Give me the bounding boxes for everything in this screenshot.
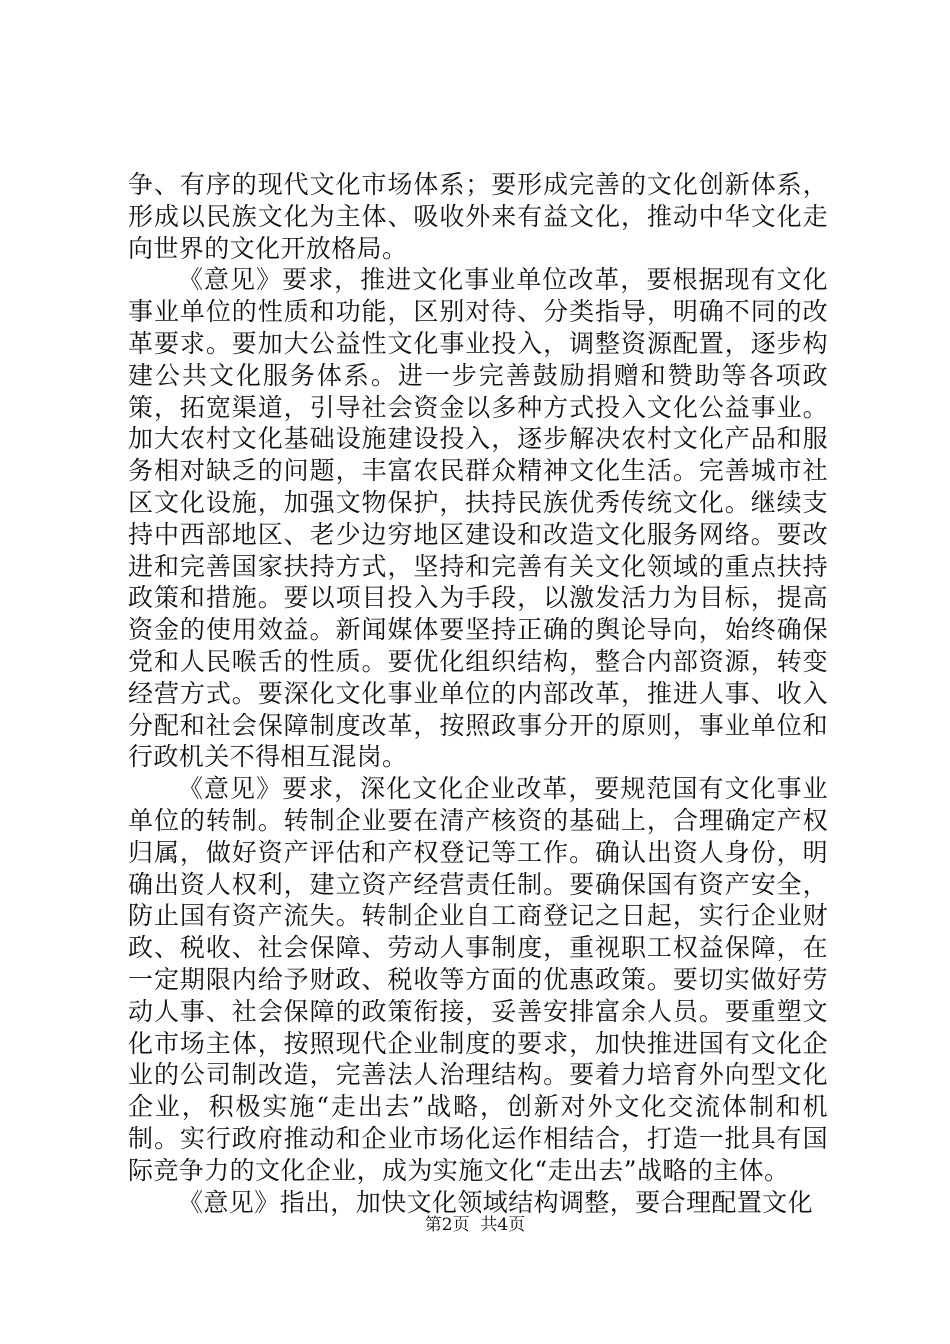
paragraph-3: 《意见》要求，深化文化企业改革，要规范国有文化事业单位的转制。转制企业要在清产核资的基础上，合理确定产权归属，做好资产评估和产权登记等工作。确认出资人身份，明确出资人权利，建立资产经营责任制。要确保国有资产安全，防止国有资产流失。转制企业自工商登记之日起，实行企业财政、税收、社会保障、劳动人事制度，重视职工权益保障，在一定期限内给予财政、税收等方面的优惠政策。要切实做好劳动人事、社会保障的政策衔接，妥善安排富余人员。要重塑文化市场主体，按照现代企业制度的要求，加快推进国有文化企业的公司制改造，完善法人治理结构。要着力培育外向型文化企业，积极实施“走出去”战略，创新对外文化交流体制和机制。实行政府推动和企业市场化运作相结合，打造一批具有国际竞争力的文化企业，成为实施文化“走出去”战略的主体。 <box>128 774 828 1185</box>
document-body <box>128 169 828 1218</box>
page-footer <box>0 1214 950 1236</box>
paragraph-2: 《意见》要求，推进文化事业单位改革，要根据现有文化事业单位的性质和功能，区别对待、分类指导，明确不同的改革要求。要加大公益性文化事业投入，调整资源配置，逐步构建公共文化服务体系。进一步完善鼓励捐赠和赞助等各项政策，拓宽渠道，引导社会资金以多种方式投入文化公益事业。加大农村文化基础设施建设投入，逐步解决农村文化产品和服务相对缺乏的问题，丰富农民群众精神文化生活。完善城市社区文化设施，加强文物保护，扶持民族优秀传统文化。继续支持中西部地区、老少边穷地区建设和改造文化服务网络。要改进和完善国家扶持方式，坚持和完善有关文化领域的重点扶持政策和措施。要以项目投入为手段，以激发活力为目标，提高资金的使用效益。新闻媒体要坚持正确的舆论导向，始终确保党和人民喉舌的性质。要优化组织结构，整合内部资源，转变经营方式。要深化文化事业单位的内部改革，推进人事、收入分配和社会保障制度改革，按照政事分开的原则，事业单位和行政机关不得相互混岗。 <box>128 265 828 772</box>
paragraph-4: 《意见》指出，加快文化领域结构调整，要合理配置文化 <box>178 1187 814 1217</box>
paragraph-1: 争、有序的现代文化市场体系；要形成完善的文化创新体系，形成以民族文化为主体、吸收外来有益文化，推动中华文化走向世界的文化开放格局。 <box>128 170 828 263</box>
page-number: 第2页 共4页 <box>424 1215 526 1235</box>
